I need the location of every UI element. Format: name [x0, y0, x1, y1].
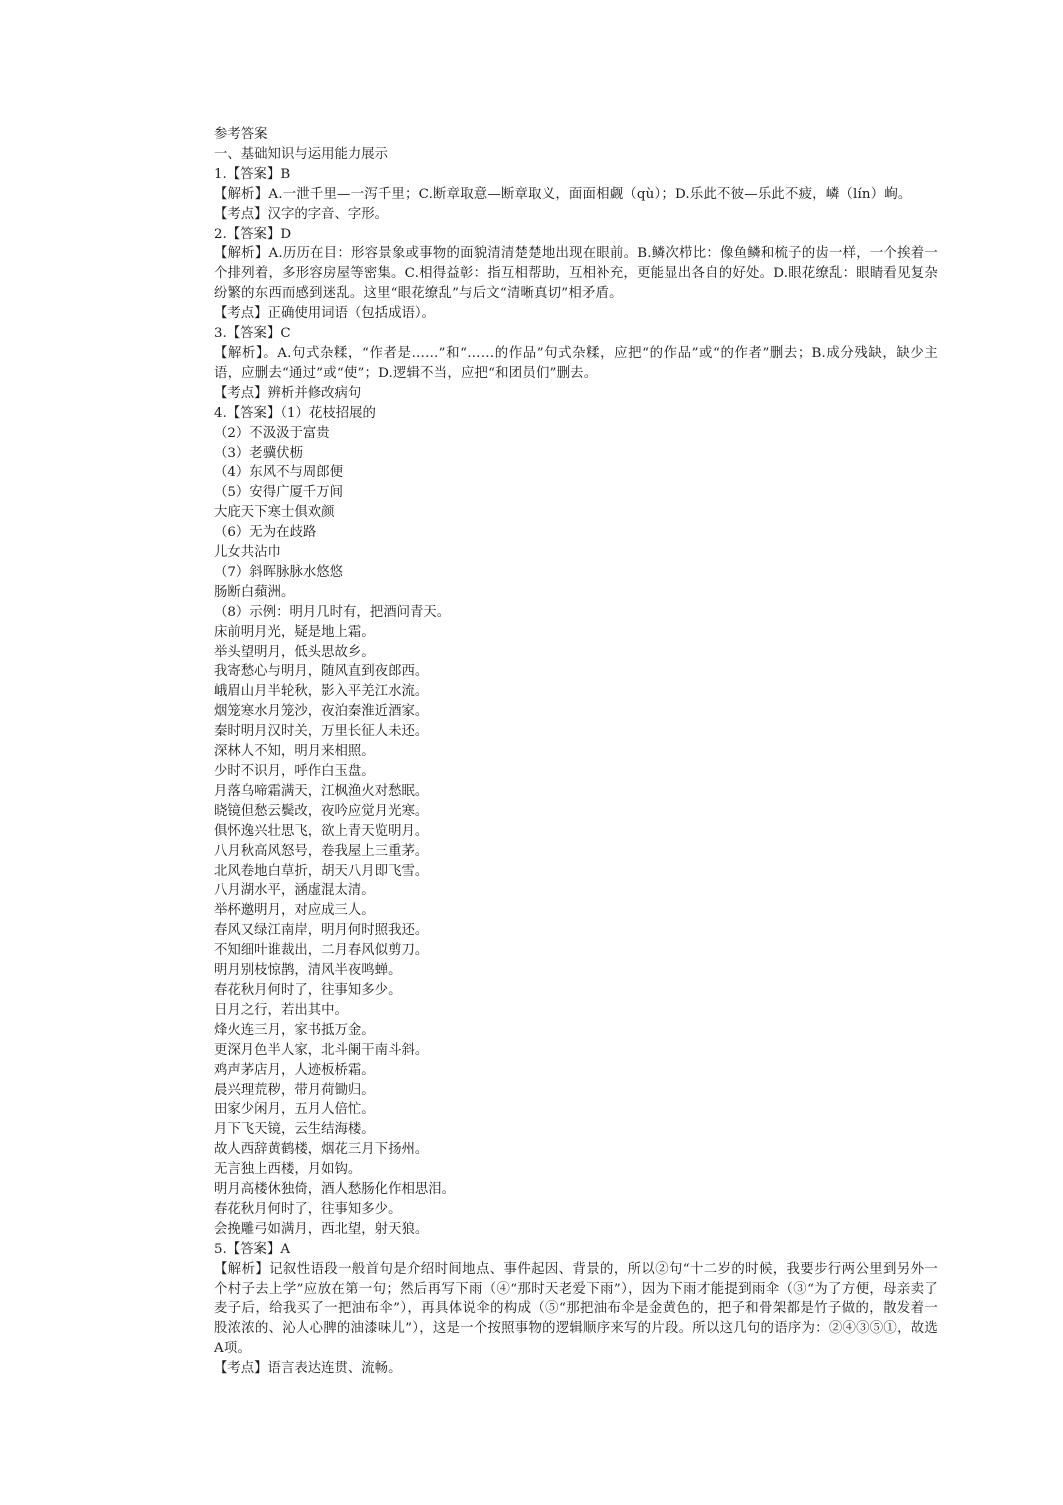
q4-line: 春风又绿江南岸，明月何时照我还。 [214, 923, 429, 939]
section-heading: 一、基础知识与运用能力展示 [214, 146, 389, 162]
q4-line: 更深月色半人家，北斗阑干南斗斜。 [214, 1042, 429, 1058]
q4-line: 我寄愁心与明月，随风直到夜郎西。 [214, 664, 429, 680]
q4-line: 八月秋高风怒号，卷我屋上三重茅。 [214, 843, 429, 859]
q3-analysis: 【解析】。A.句式杂糅，“作者是……”和“……的作品”句式杂糅，应把“的作品”或“的作者”删去；B.成分残缺，缺少主语，应删去“通过”或“使”；D.逻辑不当，应把“和团员们”删去。 [214, 345, 938, 381]
q4-line: 少时不识月，呼作白玉盘。 [214, 764, 375, 779]
q4-line: 月下飞天镜，云生结海楼。 [214, 1122, 375, 1138]
q4-line: 月落乌啼霜满天，江枫渔火对愁眠。 [214, 783, 429, 799]
q4-line: 秦时明月汉时关，万里长征人未还。 [214, 724, 429, 740]
q4-line: （5）安得广厦千万间 [214, 485, 344, 501]
answer-document [214, 125, 938, 1379]
q1-point: 【考点】汉字的字音、字形。 [214, 206, 389, 222]
q2-point: 【考点】正确使用词语（包括成语）。 [214, 306, 435, 322]
q4-line: 八月湖水平，涵虚混太清。 [214, 883, 375, 899]
q4-line: 晓镜但愁云鬓改，夜吟应觉月光寒。 [214, 803, 429, 819]
q4-line: 床前明月光，疑是地上霜。 [214, 624, 375, 640]
q4-line: 不知细叶谁裁出，二月春风似剪刀。 [214, 943, 429, 959]
q4-line: 肠断白蘋洲。 [214, 584, 295, 600]
q4-line: 举头望明月，低头思故乡。 [214, 644, 375, 660]
q4-line: 故人西辞黄鹤楼，烟花三月下扬州。 [214, 1142, 429, 1158]
doc-title: 参考答案 [214, 127, 268, 142]
q4-line: 会挽雕弓如满月，西北望，射天狼。 [214, 1221, 429, 1237]
q4-line: 深林人不知，明月来相照。 [214, 744, 375, 760]
q4-line: 北风卷地白草折，胡天八月即飞雪。 [214, 863, 429, 879]
q4-line: 春花秋月何时了，往事知多少。 [214, 1201, 402, 1217]
q4-line: （2）不汲汲于富贵 [214, 425, 330, 441]
q4-line: 烽火连三月，家书抵万金。 [214, 1022, 375, 1038]
q4-line: （7）斜晖脉脉水悠悠 [214, 564, 344, 580]
q3-answer: 3.【答案】C [214, 326, 291, 342]
q4-line: 田家少闲月，五月人倍忙。 [214, 1102, 375, 1118]
q4-line: （3）老骥伏枥 [214, 445, 303, 461]
q2-analysis: 【解析】A.历历在目：形容景象或事物的面貌清清楚楚地出现在眼前。B.鳞次栉比：像鱼鳞和梳子的齿一样，一个挨着一个排列着，多形容房屋等密集。C.相得益彰：指互相帮助，互相补充，更能显出各自的好处。D.眼花缭乱：眼睛看见复杂纷繁的东西而感到迷乱。这里“眼花缭乱”与后文“清晰真切”相矛盾。 [214, 246, 938, 302]
q1-answer: 1.【答案】B [214, 166, 291, 182]
q4-line: 峨眉山月半轮秋，影入平羌江水流。 [214, 684, 429, 700]
q4-line: （6）无为在歧路 [214, 525, 317, 541]
q4-line: 举杯邀明月，对应成三人。 [214, 903, 375, 919]
q1-analysis: 【解析】A.一泄千里—一泻千里；C.断章取意—断章取义，面面相觑（qù）；D.乐此不彼—乐此不疲，嶙（lín）峋。 [214, 186, 912, 202]
q3-point: 【考点】辨析并修改病句 [214, 385, 362, 401]
q4-line: 无言独上西楼，月如钩。 [214, 1162, 362, 1178]
q4-line: 明月高楼休独倚，酒人愁肠化作相思泪。 [214, 1182, 456, 1198]
q5-point: 【考点】语言表达连贯、流畅。 [214, 1361, 402, 1377]
q4-answer-list [214, 404, 938, 1240]
q5-analysis: 【解析】记叙性语段一般首句是介绍时间地点、事件起因、背景的，所以②句“十二岁的时候，我要步行两公里到另外一个村子去上学”应放在第一句；然后再写下雨（④“那时天老爱下雨”），因为下雨才能提到雨伞（③“为了方便，母亲卖了麦子后，给我买了一把油布伞”），再具体说伞的构成（⑤“那把油布伞是金黄色的，把子和骨架都是竹子做的，散发着一股浓浓的、沁人心脾的油漆味儿”），这是一个按照事物的逻辑顺序来写的片段。所以这几句的语序为：②④③⑤①，故选A项。 [214, 1261, 938, 1357]
q5-answer: 5.【答案】A [214, 1241, 291, 1257]
q4-line: 明月别枝惊鹊，清风半夜鸣蝉。 [214, 963, 402, 979]
q4-line: 鸡声茅店月，人迹板桥霜。 [214, 1062, 375, 1078]
q4-line: 4.【答案】（1）花枝招展的 [214, 405, 376, 421]
q4-line: 大庇天下寒士俱欢颜 [214, 505, 335, 521]
q2-answer: 2.【答案】D [214, 226, 292, 242]
q4-line: 日月之行，若出其中。 [214, 1002, 348, 1018]
q4-line: 春花秋月何时了，往事知多少。 [214, 982, 402, 998]
q4-line: 儿女共沾巾 [214, 545, 281, 561]
q4-line: （8）示例：明月几时有，把酒问青天。 [214, 604, 451, 620]
q4-line: （4）东风不与周郎便 [214, 465, 344, 481]
q4-line: 晨兴理荒秽，带月荷锄归。 [214, 1082, 375, 1098]
q4-line: 俱怀逸兴壮思飞，欲上青天览明月。 [214, 823, 429, 839]
q4-line: 烟笼寒水月笼沙，夜泊秦淮近酒家。 [214, 704, 429, 720]
